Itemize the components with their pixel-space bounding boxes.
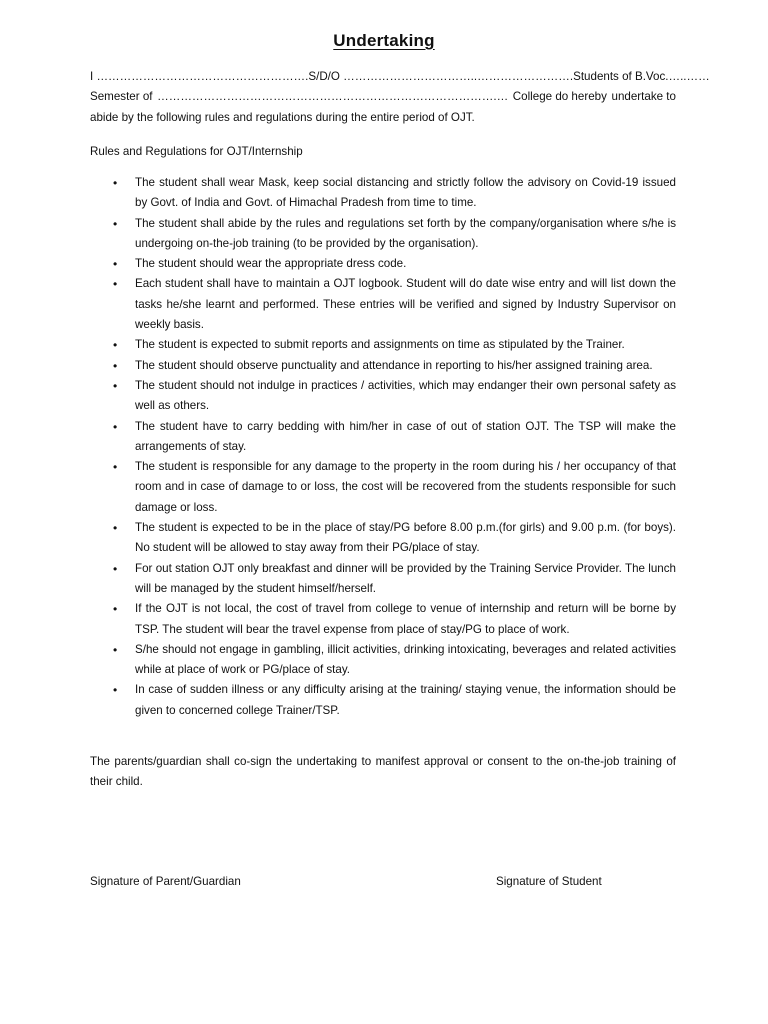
- semester-blank: …………………………………………………………………………….…: [157, 90, 509, 104]
- document-title: Undertaking: [333, 31, 435, 50]
- section-heading: Rules and Regulations for OJT/Internship: [90, 145, 303, 158]
- bullet-icon: •: [113, 683, 118, 698]
- list-item: [90, 640, 676, 681]
- rule-text: The student should not indulge in practices / activities, which may endanger their own personal safety as well as others.: [135, 378, 676, 413]
- list-item: [90, 457, 676, 518]
- list-item: [90, 599, 676, 640]
- bullet-icon: •: [113, 460, 118, 475]
- college-text: College do hereby: [512, 90, 607, 104]
- bullet-icon: •: [113, 521, 118, 536]
- list-item: [90, 518, 676, 559]
- parent-name-blank: S/D/O ……………………………..…………………….: [308, 70, 574, 83]
- rule-text: Each student shall have to maintain a OJT logbook. Student will do date wise entry and will list down the tasks he/she learnt and performed. These entries will be verified and signed by Industry Supervisor on weekly basis.: [135, 277, 676, 332]
- list-item: [90, 559, 676, 600]
- intro-line-2: [90, 87, 676, 107]
- bullet-icon: •: [113, 257, 118, 272]
- rule-text: The student have to carry bedding with him/her in case of out of station OJT. The TSP will make the arrangements of stay.: [135, 419, 676, 453]
- list-item: [90, 254, 676, 274]
- student-signature-label: Signature of Student: [496, 875, 602, 888]
- rules-list: [90, 173, 676, 721]
- list-item: [90, 335, 676, 355]
- rule-text: The student shall wear Mask, keep social distancing and strictly follow the advisory on Covid-19 issued by Govt. of India and Govt. of Himachal Pradesh from time to time.: [135, 176, 676, 210]
- rule-text: S/he should not engage in gambling, illicit activities, drinking intoxicating, beverages and related activities while at place of work or PG/place of stay.: [135, 642, 676, 677]
- bullet-icon: •: [113, 216, 118, 231]
- rule-text: The student should wear the appropriate dress code.: [135, 257, 407, 271]
- bullet-icon: •: [113, 642, 118, 657]
- course-blank: …..……: [668, 70, 710, 83]
- list-item: [90, 680, 676, 721]
- list-item: [90, 173, 676, 214]
- bullet-icon: •: [113, 602, 118, 617]
- list-item: [90, 274, 676, 335]
- name-blank: I ……………………………………………….: [90, 70, 309, 83]
- course-label: Students of B.Voc.: [573, 70, 669, 83]
- list-item: [90, 417, 676, 458]
- bullet-icon: •: [113, 419, 118, 434]
- intro-line-3: abide by the following rules and regulations during the entire period of OJT.: [90, 110, 475, 124]
- list-item: [90, 376, 676, 417]
- undertake-text: undertake to: [611, 90, 676, 104]
- intro-line-1: [90, 67, 710, 87]
- bullet-icon: •: [113, 338, 118, 353]
- rule-text: The student shall abide by the rules and regulations set forth by the company/organisation where s/he is undergoing on-the-job training (to be provided by the organisation).: [135, 216, 676, 250]
- bullet-icon: •: [113, 277, 118, 292]
- rule-text: The student is responsible for any damage to the property in the room during his / her occupancy of that room and in case of damage to or loss, the cost will be recovered from the students responsible for such damage or loss.: [135, 460, 676, 514]
- rule-text: The student is expected to submit reports and assignments on time as stipulated by the Trainer.: [135, 338, 625, 352]
- bullet-icon: •: [113, 561, 118, 576]
- list-item: [90, 214, 676, 255]
- rule-text: In case of sudden illness or any difficulty arising at the training/ staying venue, the information should be given to concerned college Trainer/TSP.: [135, 683, 676, 717]
- bullet-icon: •: [113, 358, 118, 373]
- bullet-icon: •: [113, 176, 118, 190]
- intro-paragraph: [90, 67, 710, 128]
- rule-text: If the OJT is not local, the cost of travel from college to venue of internship and return will be borne by TSP. The student will bear the travel expense from place of stay/PG to place of work.: [135, 602, 676, 636]
- rule-text: The student is expected to be in the place of stay/PG before 8.00 p.m.(for girls) and 9.00 p.m. (for boys). No student will be allowed to stay away from their PG/place of stay.: [135, 521, 676, 555]
- semester-label: Semester of: [90, 90, 153, 104]
- closing-paragraph: The parents/guardian shall co-sign the undertaking to manifest approval or consent to the on-the-job training of their child.: [90, 755, 676, 789]
- parent-signature-label: Signature of Parent/Guardian: [90, 875, 241, 888]
- bullet-icon: •: [113, 378, 118, 393]
- rule-text: For out station OJT only breakfast and dinner will be provided by the Training Service Provider. The lunch will be managed by the student himself/herself.: [135, 561, 676, 595]
- list-item: [90, 356, 676, 376]
- rule-text: The student should observe punctuality and attendance in reporting to his/her assigned training area.: [135, 358, 653, 372]
